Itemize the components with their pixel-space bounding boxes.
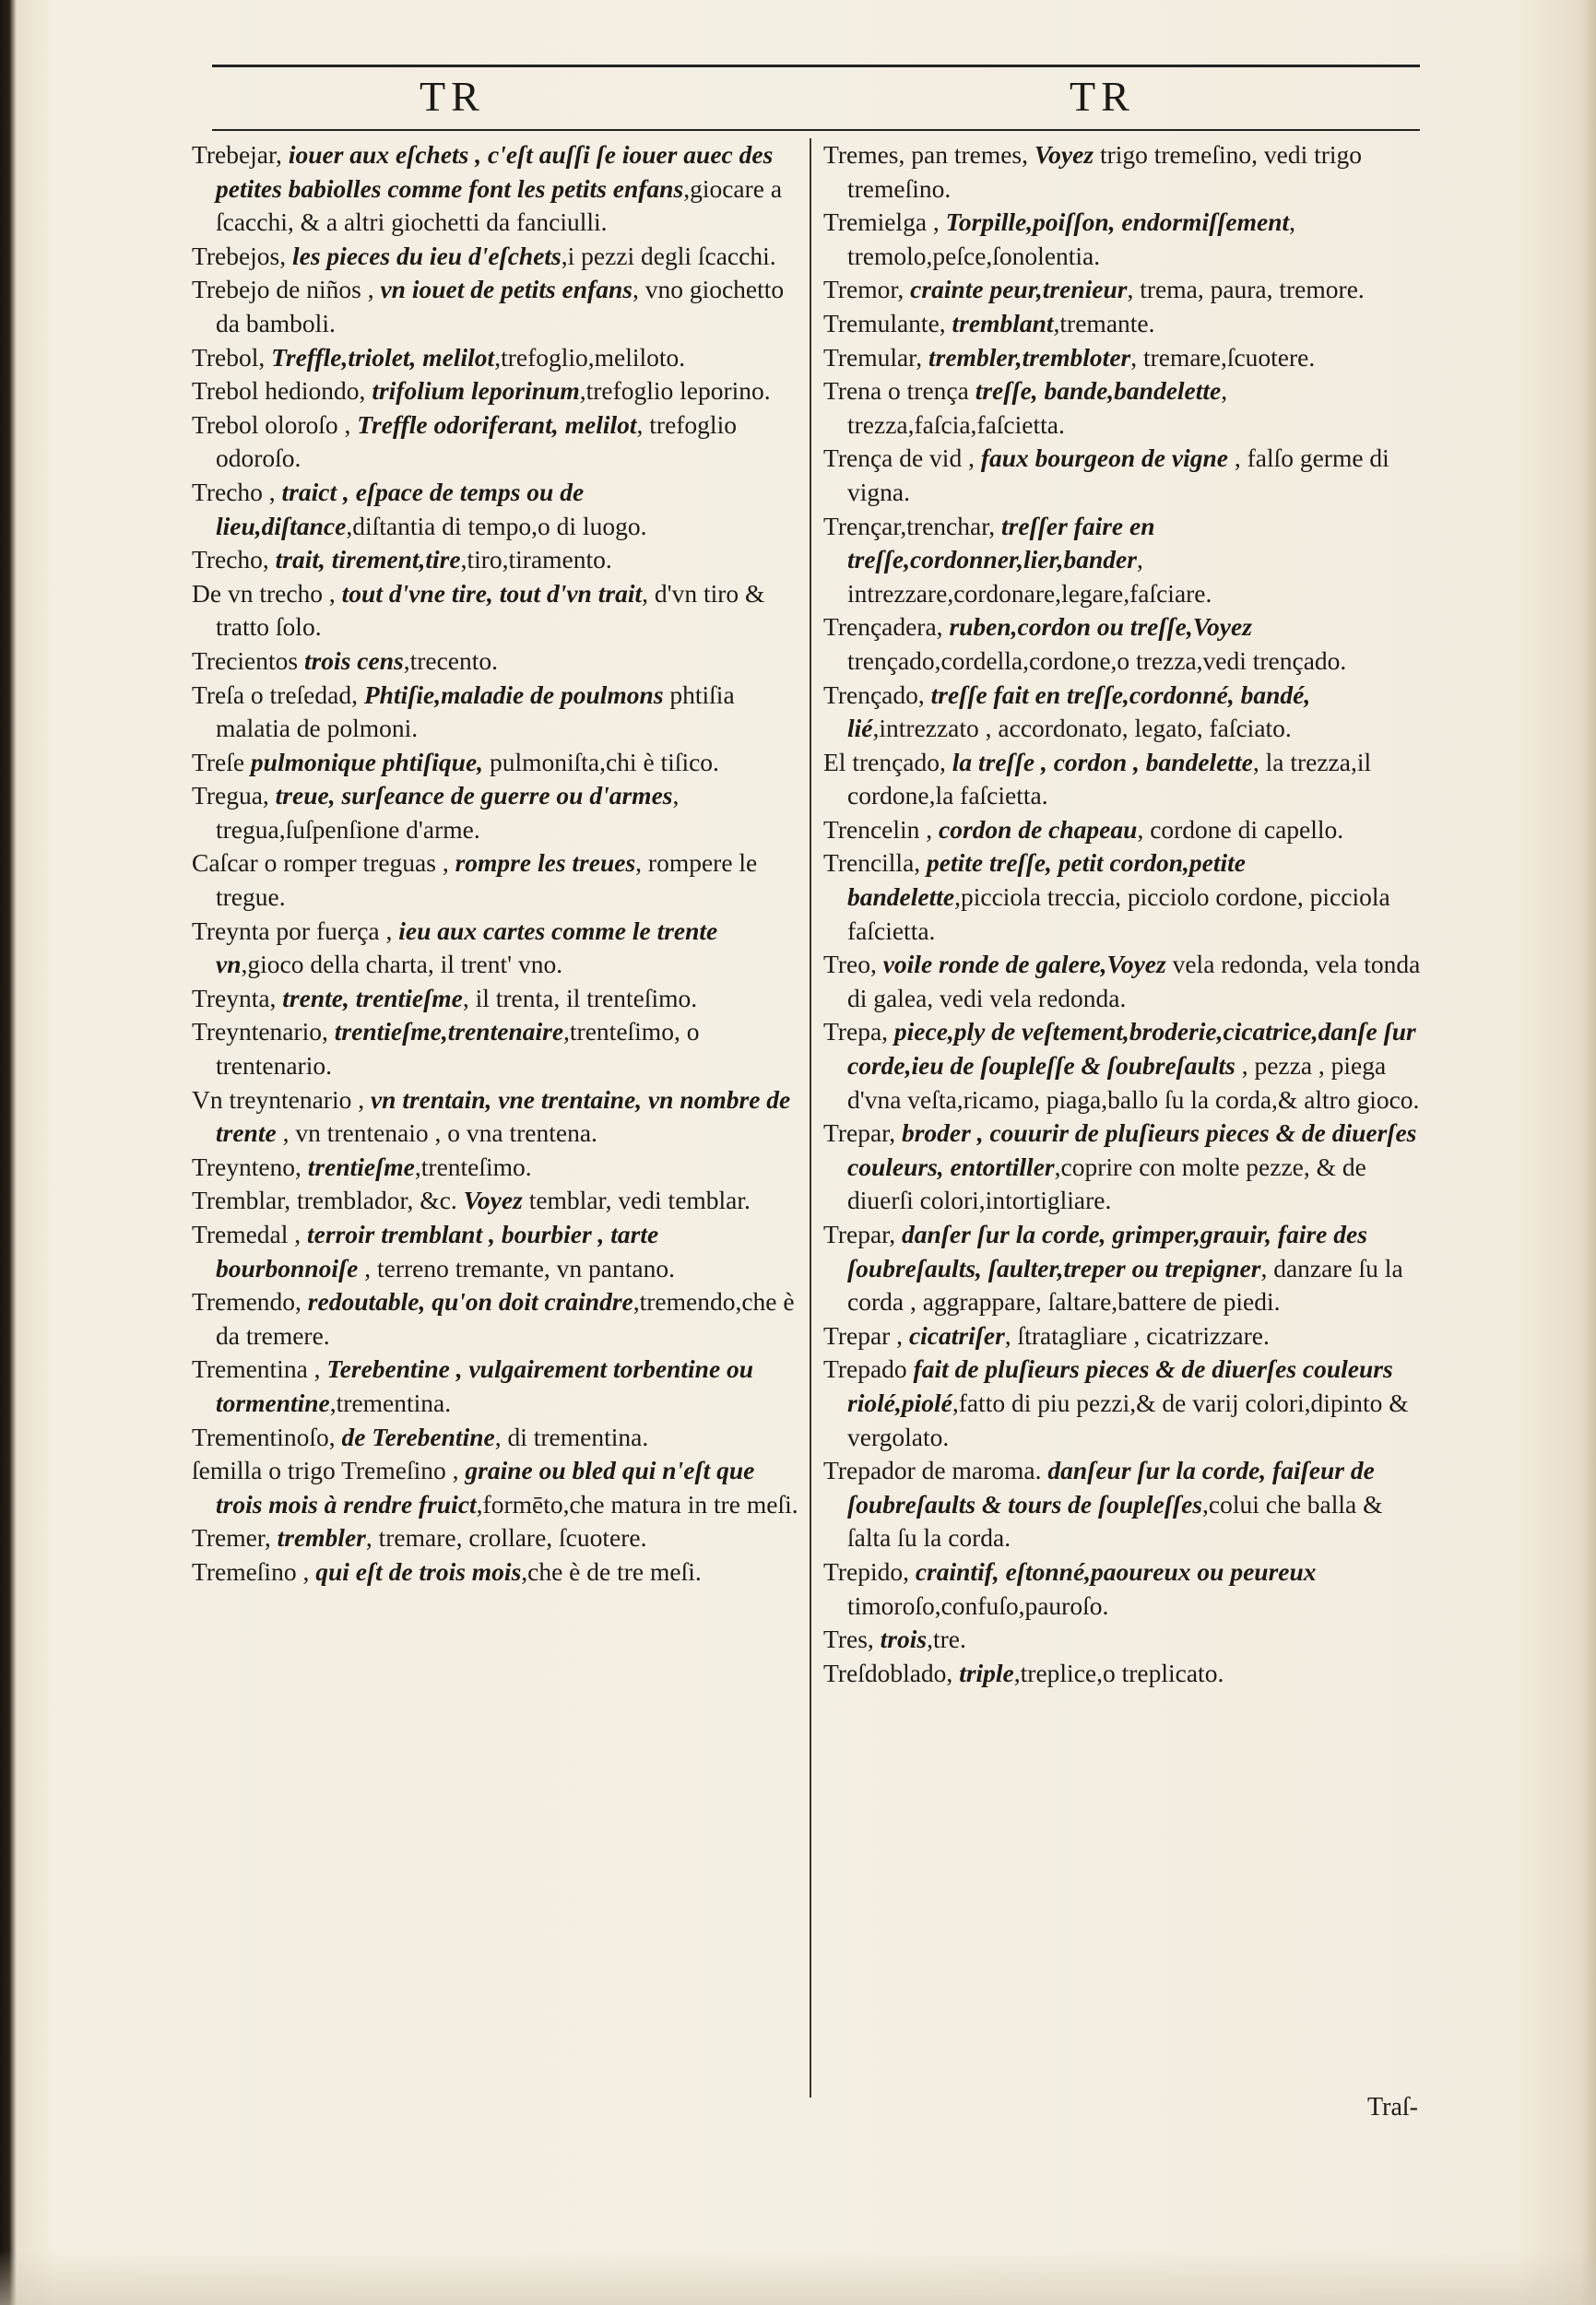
french-gloss: redoutable, qu'on doit craindre xyxy=(307,1287,633,1317)
header-rule xyxy=(212,129,1420,131)
spanish-headword: Trençado, xyxy=(823,680,925,709)
spanish-headword: Trepido, xyxy=(823,1556,909,1586)
french-gloss: treue, surſeance de guerre ou d'armes xyxy=(275,781,673,810)
spanish-headword: El trençado, xyxy=(823,747,946,776)
spanish-headword: Tremeſino , xyxy=(192,1556,310,1586)
italian-gloss: , di trementina. xyxy=(494,1422,649,1451)
spanish-headword: Tremular, xyxy=(823,342,923,372)
italian-gloss: timoroſo,confuſo,pauroſo. xyxy=(847,1590,1109,1620)
dictionary-entry xyxy=(823,1454,1427,1555)
italian-gloss: ,trefoglio leporino. xyxy=(579,376,771,406)
french-gloss: tout d'vne tire, tout d'vn trait xyxy=(341,578,643,608)
spanish-headword: Tres, xyxy=(823,1625,874,1654)
italian-gloss: ,che è de tre meſi. xyxy=(521,1556,702,1586)
italian-gloss: ,giocare a ſcacchi, & a altri giochetti da fanciulli. xyxy=(216,173,783,237)
spanish-headword: Trençar,trenchar, xyxy=(823,511,996,540)
italian-gloss: ,trementina. xyxy=(329,1388,452,1417)
french-gloss: iouer aux eſchets , c'eſt auſſi ſe iouer auec des petites babiolles comme font les petits enfans xyxy=(216,140,774,203)
spanish-headword: Trebejar, xyxy=(192,140,282,169)
french-gloss: trente, trentieſme xyxy=(282,983,463,1012)
french-gloss: traict , eſpace de temps ou de lieu,diſtance xyxy=(216,477,585,540)
italian-gloss: , pezza , piega d'vna veſta,ricamo, piaga,ballo ſu la corda,& altro gioco. xyxy=(847,1051,1420,1114)
italian-gloss: ,intrezzato , accordonato, legato, faſciato. xyxy=(872,714,1292,743)
dictionary-entry xyxy=(823,307,1427,341)
italian-gloss: pulmoniſta,chi è tiſico. xyxy=(483,747,719,776)
french-gloss: vn iouet de petits enfans xyxy=(380,275,632,304)
italian-gloss: , vno giochetto da bamboli. xyxy=(216,275,785,337)
dictionary-entry xyxy=(823,948,1427,1015)
italian-gloss: , tremolo,peſce,ſonolentia. xyxy=(847,207,1296,270)
right-column xyxy=(823,138,1427,1690)
dictionary-entry xyxy=(192,644,800,679)
running-head-right: TR xyxy=(1070,73,1135,120)
italian-gloss: phtiſia malatia de polmoni. xyxy=(216,680,735,743)
dictionary-entry xyxy=(823,679,1427,746)
french-gloss: petite treſſe, petit cordon,petite bandelette xyxy=(847,848,1246,912)
italian-gloss: ,picciola treccia, picciolo cordone, picciola faſcietta. xyxy=(847,882,1390,945)
spanish-headword: Treynteno, xyxy=(192,1152,301,1181)
french-gloss: trentieſme,trentenaire xyxy=(334,1017,564,1046)
french-gloss: Terebentine , vulgairement torbentine ou tormentine xyxy=(216,1354,754,1417)
french-gloss: trait, tirement,tire xyxy=(275,545,461,574)
french-gloss: terroir tremblant , bourbier , tarte bourbonnoiſe xyxy=(216,1220,659,1283)
page-edge-shadow xyxy=(0,2250,1596,2305)
dictionary-entry xyxy=(192,1353,800,1420)
dictionary-entry xyxy=(192,1285,800,1353)
french-gloss: les pieces du ieu d'eſchets xyxy=(292,241,562,270)
french-gloss: broder , couurir de pluſieurs pieces & de diuerſes couleurs, entortiller xyxy=(847,1118,1417,1181)
dictionary-entry xyxy=(823,273,1427,307)
french-gloss: trifolium leporinum xyxy=(372,376,580,406)
italian-gloss: , falſo germe di vigna. xyxy=(847,443,1389,506)
italian-gloss: temblar, vedi temblar. xyxy=(522,1186,751,1215)
dictionary-entry xyxy=(823,846,1427,948)
dictionary-entry xyxy=(192,577,800,644)
french-gloss: Torpille,poiſſon, endormiſſement xyxy=(945,207,1290,237)
dictionary-entry xyxy=(823,341,1427,375)
french-gloss: pulmonique phtiſique, xyxy=(250,747,484,776)
french-gloss: tremblant xyxy=(952,308,1054,337)
italian-gloss: , la trezza,il cordone,la faſcietta. xyxy=(847,747,1372,810)
dictionary-entry xyxy=(192,679,800,746)
italian-gloss: ,trecento. xyxy=(403,645,498,675)
italian-gloss: , tremare,ſcuotere. xyxy=(1130,342,1316,372)
dictionary-entry xyxy=(823,374,1427,442)
french-gloss: danſeur ſur la corde, faiſeur de ſoubreſaults & tours de ſoupleſſes xyxy=(847,1456,1375,1519)
italian-gloss: ,tre. xyxy=(927,1625,966,1654)
spanish-headword: Treynta, xyxy=(192,983,277,1012)
italian-gloss: trençado,cordella,cordone,o trezza,vedi trençado. xyxy=(847,645,1347,675)
dictionary-entry xyxy=(823,610,1427,678)
dictionary-entry xyxy=(192,1218,800,1285)
italian-gloss: , trema, paura, tremore. xyxy=(1127,275,1365,304)
spanish-headword: Trementinoſo, xyxy=(192,1422,336,1451)
french-gloss: triple xyxy=(959,1658,1014,1687)
french-gloss: crainte peur,trenieur xyxy=(910,275,1128,304)
italian-gloss: , tregua,ſuſpenſione d'arme. xyxy=(216,781,680,844)
french-gloss: treſſe, bande,bandelette xyxy=(975,376,1222,406)
spanish-headword: Treſdoblado, xyxy=(823,1658,953,1687)
dictionary-entry xyxy=(823,510,1427,611)
italian-gloss: ,fatto di piu pezzi,& de varij colori,dipinto & vergolato. xyxy=(847,1388,1409,1451)
spanish-headword: Tremor, xyxy=(823,275,904,304)
french-gloss: trentieſme xyxy=(307,1152,415,1181)
dictionary-entry xyxy=(192,779,800,846)
spanish-headword: Tremes, pan tremes, xyxy=(823,140,1029,169)
spanish-headword: Trementina , xyxy=(192,1354,321,1384)
french-gloss: Treffle odoriferant, melilot xyxy=(357,409,637,439)
spanish-headword: Treſa o treſedad, xyxy=(192,680,358,709)
spanish-headword: ſemilla o trigo Tremeſino , xyxy=(192,1456,459,1485)
italian-gloss: ,diſtantia di tempo,o di luogo. xyxy=(346,511,647,540)
dictionary-entry xyxy=(192,138,800,240)
dictionary-entry xyxy=(192,543,800,577)
dictionary-entry xyxy=(192,1083,800,1151)
french-gloss: treſſer faire en treſſe,cordonner,lier,bander xyxy=(847,511,1155,574)
italian-gloss: , d'vn tiro & tratto ſolo. xyxy=(216,578,765,642)
french-gloss: rompre les treues xyxy=(455,848,636,878)
spanish-headword: Trebejo de niños , xyxy=(192,275,374,304)
spanish-headword: Tremendo, xyxy=(192,1287,301,1317)
dictionary-entry xyxy=(192,240,800,274)
spanish-headword: Tremer, xyxy=(192,1523,271,1553)
dictionary-entry xyxy=(192,1151,800,1185)
spanish-headword: Treo, xyxy=(823,950,877,979)
italian-gloss: trigo tremeſino, vedi trigo tremeſino. xyxy=(847,140,1363,203)
italian-gloss: , trezza,faſcia,faſcietta. xyxy=(847,376,1228,439)
dictionary-entry xyxy=(823,1117,1427,1218)
spanish-headword: Treynta por fuerça , xyxy=(192,916,393,945)
italian-gloss: vela redonda, vela tonda di galea, vedi vela redonda. xyxy=(847,950,1421,1012)
italian-gloss: , rompere le tregue. xyxy=(216,848,758,912)
dictionary-entry xyxy=(823,206,1427,273)
french-gloss: craintif, eſtonné,paoureux ou peureux xyxy=(915,1556,1317,1586)
french-gloss: Voyez xyxy=(1034,140,1094,169)
french-gloss: Treffle,triolet, melilot xyxy=(271,342,495,372)
french-gloss: trembler xyxy=(277,1523,366,1553)
italian-gloss: ,trefoglio,meliloto. xyxy=(494,342,686,372)
dictionary-entry xyxy=(192,746,800,780)
italian-gloss: ,tiro,tiramento. xyxy=(460,545,612,574)
spanish-headword: Trepar, xyxy=(823,1118,896,1148)
spanish-headword: Trencelin , xyxy=(823,814,933,844)
spanish-headword: Trença de vid , xyxy=(823,443,975,473)
italian-gloss: , danzare ſu la corda , aggrappare, ſaltare,battere de piedi. xyxy=(847,1253,1403,1317)
italian-gloss: , vn trentenaio , o vna trentena. xyxy=(276,1118,597,1148)
dictionary-entry xyxy=(192,1454,800,1521)
spanish-headword: Trepa, xyxy=(823,1017,889,1046)
italian-gloss: , intrezzare,cordonare,legare,faſciare. xyxy=(847,545,1212,608)
italian-gloss: , ſtratagliare , cicatrizzare. xyxy=(1004,1320,1270,1350)
dictionary-entry xyxy=(192,982,800,1016)
italian-gloss: ,i pezzi degli ſcacchi. xyxy=(561,241,776,270)
french-gloss: fait de pluſieurs pieces & de diuerſes couleurs riolé,piolé xyxy=(847,1354,1393,1417)
italian-gloss: , il trenta, il trenteſimo. xyxy=(462,983,698,1012)
left-column xyxy=(192,138,800,1590)
spanish-headword: Trebol hediondo, xyxy=(192,376,366,406)
french-gloss: treſſe fait en treſſe,cordonné, bandé, lié xyxy=(847,680,1311,743)
dictionary-entry xyxy=(823,1657,1427,1691)
spanish-headword: Trecho , xyxy=(192,477,276,506)
spanish-headword: Trecho, xyxy=(192,545,269,574)
dictionary-entry xyxy=(192,915,800,982)
french-gloss: ieu aux cartes comme le trente vn xyxy=(216,916,718,979)
italian-gloss: , cordone di capello. xyxy=(1137,814,1344,844)
italian-gloss: ,formēto,che matura in tre meſi. xyxy=(476,1489,798,1519)
italian-gloss: ,trenteſimo. xyxy=(414,1152,532,1181)
dictionary-entry xyxy=(192,1521,800,1555)
french-gloss: piece,ply de veſtement,broderie,cicatrice,danſe ſur corde,ieu de ſoupleſſe & ſoubreſaults xyxy=(847,1017,1416,1081)
french-gloss: trois xyxy=(880,1625,928,1654)
dictionary-entry xyxy=(192,341,800,375)
spanish-headword: Trepar, xyxy=(823,1220,896,1248)
dictionary-entry xyxy=(823,1319,1427,1353)
dictionary-entry xyxy=(823,1218,1427,1319)
dictionary-entry xyxy=(823,1623,1427,1657)
dictionary-entry xyxy=(192,1015,800,1082)
french-gloss: graine ou bled qui n'eſt que trois mois à rendre fruict xyxy=(216,1456,755,1519)
spanish-headword: Trepar , xyxy=(823,1320,904,1350)
dictionary-entry xyxy=(192,1555,800,1590)
french-gloss: faux bourgeon de vigne xyxy=(980,443,1228,473)
italian-gloss: ,treplice,o treplicato. xyxy=(1013,1658,1224,1687)
spanish-headword: Treſe xyxy=(192,747,245,776)
italian-gloss: ,tremante. xyxy=(1053,308,1155,337)
french-gloss: la treſſe , cordon , bandelette xyxy=(952,747,1253,776)
french-gloss: cordon de chapeau xyxy=(939,814,1138,844)
spanish-headword: Trebol, xyxy=(192,342,266,372)
spanish-headword: Caſcar o romper treguas , xyxy=(192,848,449,878)
french-gloss: Phtiſie,maladie de poulmons xyxy=(363,680,664,709)
dictionary-entry xyxy=(192,273,800,340)
dictionary-entry xyxy=(192,1184,800,1218)
dictionary-entry xyxy=(823,138,1427,206)
italian-gloss: , terreno tremante, vn pantano. xyxy=(358,1253,675,1283)
spanish-headword: Treyntenario, xyxy=(192,1017,328,1046)
italian-gloss: , trefoglio odoroſo. xyxy=(216,409,737,473)
spanish-headword: Trencilla, xyxy=(823,848,921,878)
dictionary-entry xyxy=(823,442,1427,509)
dictionary-entry xyxy=(192,1421,800,1455)
dictionary-entry xyxy=(823,1353,1427,1454)
italian-gloss: ,colui che balla & ſalta ſu la corda. xyxy=(847,1489,1383,1553)
dictionary-entry xyxy=(192,846,800,914)
dictionary-entry xyxy=(823,813,1427,847)
french-gloss: ruben,cordon ou treſſe,Voyez xyxy=(949,612,1252,642)
spanish-headword: Tremulante, xyxy=(823,308,946,337)
spanish-headword: Trençadera, xyxy=(823,612,943,642)
catchword: Traſ- xyxy=(1367,2093,1418,2122)
italian-gloss: ,coprire con molte pezze, & de diuerſi colori,intortigliare. xyxy=(847,1152,1366,1215)
dictionary-entry xyxy=(823,1015,1427,1117)
dictionary-entry xyxy=(823,746,1427,813)
spanish-headword: Trepador de maroma. xyxy=(823,1456,1042,1485)
spanish-headword: Tremedal , xyxy=(192,1220,301,1248)
spanish-headword: Tregua, xyxy=(192,781,269,810)
column-divider xyxy=(810,138,811,2098)
spanish-headword: Trecientos xyxy=(192,645,299,675)
spanish-headword: Vn treyntenario , xyxy=(192,1084,365,1114)
running-head-left: TR xyxy=(420,73,485,120)
spanish-headword: Trebejos, xyxy=(192,241,287,270)
spanish-headword: De vn trecho , xyxy=(192,578,336,608)
italian-gloss: , tremare, crollare, ſcuotere. xyxy=(365,1523,647,1553)
italian-gloss: ,trenteſimo, o trentenario. xyxy=(216,1017,700,1081)
french-gloss: voile ronde de galere,Voyez xyxy=(882,950,1166,979)
spanish-headword: Trebol oloroſo , xyxy=(192,409,351,439)
dictionary-entry xyxy=(823,1555,1427,1623)
spanish-headword: Trepado xyxy=(823,1354,907,1384)
italian-gloss: ,gioco della charta, il trent' vno. xyxy=(241,950,563,979)
french-gloss: qui eſt de trois mois xyxy=(315,1556,522,1586)
dictionary-entry xyxy=(192,408,800,476)
french-gloss: Voyez xyxy=(463,1186,523,1215)
french-gloss: danſer ſur la corde, grimper,grauir, faire des ſoubreſaults, ſaulter,treper ou trepigner xyxy=(847,1220,1367,1283)
dictionary-entry xyxy=(192,476,800,543)
spanish-headword: Tremblar, tremblador, &c. xyxy=(192,1186,457,1215)
french-gloss: cicatriſer xyxy=(908,1320,1005,1350)
french-gloss: vn trentain, vne trentaine, vn nombre de trente xyxy=(216,1084,791,1148)
italian-gloss: ,tremendo,che è da tremere. xyxy=(216,1287,795,1350)
french-gloss: trembler,trembloter xyxy=(928,342,1131,372)
top-rule xyxy=(212,65,1420,67)
french-gloss: de Terebentine xyxy=(341,1422,495,1451)
french-gloss: trois cens xyxy=(303,645,404,675)
dictionary-entry xyxy=(192,374,800,408)
spanish-headword: Tremielga , xyxy=(823,207,940,237)
spanish-headword: Trena o trença xyxy=(823,376,969,406)
